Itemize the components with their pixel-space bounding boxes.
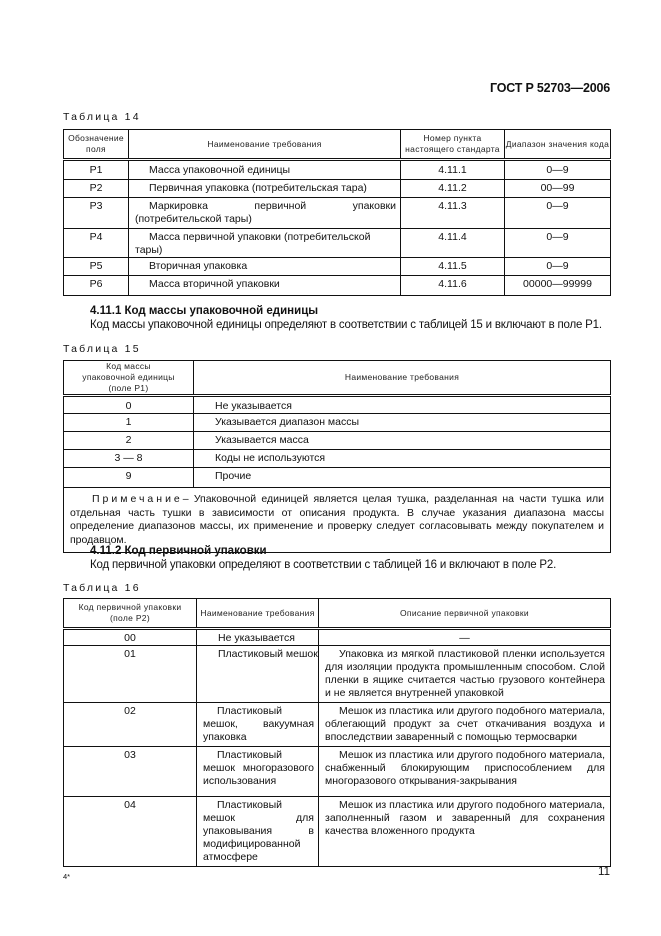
name-cell: Вторичная упаковка bbox=[129, 258, 401, 276]
table-15 bbox=[63, 360, 611, 553]
description-cell: — bbox=[319, 629, 611, 646]
note-text: – Упаковочной единицей является целая тушка, разделанная на части тушка или отдельная часть тушки в зависимости от описания продукта. В случае указания диапазона массы определение диапазонов массы, их применение и проверку следует согласовывать между покупателем и продавцом. bbox=[70, 493, 604, 546]
clause-cell: 4.11.3 bbox=[401, 198, 505, 229]
table-16-header-code: Код первичной упаковки (поле P2) bbox=[64, 599, 197, 629]
table-15-header-name: Наименование требования bbox=[194, 361, 611, 396]
code-cell: 1 bbox=[64, 414, 194, 432]
table-note-row bbox=[64, 488, 611, 553]
table-row bbox=[64, 797, 611, 867]
code-cell: 0 bbox=[64, 396, 194, 414]
page-number: 11 bbox=[598, 866, 610, 878]
clause-cell: 4.11.4 bbox=[401, 229, 505, 258]
field-cell: P3 bbox=[64, 198, 129, 229]
table-row bbox=[64, 646, 611, 703]
table-row bbox=[64, 276, 611, 296]
note-label: Примечание bbox=[92, 493, 183, 505]
section-4-11-1-heading: 4.11.1 Код массы упаковочной единицы bbox=[90, 305, 319, 317]
table-15-header-code: Код массы упаковочной единицы (поле P1) bbox=[64, 361, 194, 396]
field-cell: P5 bbox=[64, 258, 129, 276]
standard-id: ГОСТ Р 52703—2006 bbox=[490, 81, 610, 95]
code-cell: 3 — 8 bbox=[64, 450, 194, 468]
name-cell: Не указывается bbox=[194, 396, 611, 414]
table-14-header-clause: Номер пункта настоящего стандарта bbox=[401, 130, 505, 160]
table-row bbox=[64, 396, 611, 414]
table-row bbox=[64, 432, 611, 450]
name-cell: Пластиковый мешок bbox=[197, 646, 319, 703]
table-14-caption: Таблица 14 bbox=[63, 111, 141, 123]
name-cell: Масса упаковочной единицы bbox=[129, 160, 401, 180]
table-row bbox=[64, 198, 611, 229]
table-row bbox=[64, 450, 611, 468]
field-cell: P6 bbox=[64, 276, 129, 296]
name-cell: Не указывается bbox=[197, 629, 319, 646]
range-cell: 00—99 bbox=[505, 180, 611, 198]
section-4-11-2-text: Код первичной упаковки определяют в соответствии с таблицей 16 и включают в поле P2. bbox=[90, 559, 557, 571]
table-row bbox=[64, 258, 611, 276]
name-cell: Коды не используются bbox=[194, 450, 611, 468]
code-cell: 03 bbox=[64, 747, 197, 797]
code-cell: 9 bbox=[64, 468, 194, 488]
range-cell: 0—9 bbox=[505, 229, 611, 258]
table-14-header-name: Наименование требования bbox=[129, 130, 401, 160]
table-row bbox=[64, 229, 611, 258]
clause-cell: 4.11.1 bbox=[401, 160, 505, 180]
table-row bbox=[64, 180, 611, 198]
section-4-11-2-heading: 4.11.2 Код первичной упаковки bbox=[90, 545, 267, 557]
table-14-header-field: Обозначение поля bbox=[64, 130, 129, 160]
field-cell: P1 bbox=[64, 160, 129, 180]
section-4-11-1-text: Код массы упаковочной единицы определяют в соответствии с таблицей 15 и включают в поле P1. bbox=[90, 319, 602, 331]
name-cell: Прочие bbox=[194, 468, 611, 488]
clause-cell: 4.11.5 bbox=[401, 258, 505, 276]
signature-mark: 4* bbox=[63, 872, 71, 881]
table-row bbox=[64, 468, 611, 488]
clause-cell: 4.11.2 bbox=[401, 180, 505, 198]
name-cell: Пластиковый мешок, вакуумная упаковка bbox=[197, 703, 319, 747]
name-cell: Указывается диапазон массы bbox=[194, 414, 611, 432]
code-cell: 00 bbox=[64, 629, 197, 646]
description-cell: Мешок из пластика или другого подобного материала, облегающий продукт за счет откачивания воздуха и впоследствии заваренный с помощью термосварки bbox=[319, 703, 611, 747]
table-row bbox=[64, 747, 611, 797]
name-cell: Первичная упаковка (потребительская тара) bbox=[129, 180, 401, 198]
code-cell: 02 bbox=[64, 703, 197, 747]
name-cell: Маркировка первичной упаковки (потребительской тары) bbox=[129, 198, 401, 229]
table-row bbox=[64, 160, 611, 180]
description-cell: Мешок из пластика или другого подобного материала, заполненный газом и заваренный для сохранения качества вложенного продукта bbox=[319, 797, 611, 867]
table-16-header-description: Описание первичной упаковки bbox=[319, 599, 611, 629]
table-15-caption: Таблица 15 bbox=[63, 343, 141, 355]
table-row bbox=[64, 703, 611, 747]
name-cell: Масса первичной упаковки (потребительской тары) bbox=[129, 229, 401, 258]
table-row bbox=[64, 414, 611, 432]
table-14 bbox=[63, 129, 611, 296]
description-cell: Упаковка из мягкой пластиковой пленки используется для изоляции продукта промышленным способом. Слой пленки в ящике считается частью грузового контейнера и не является внутренней упаковкой bbox=[319, 646, 611, 703]
description-cell: Мешок из пластика или другого подобного материала, снабженный блокирующим приспособлением для многоразового открывания-закрывания bbox=[319, 747, 611, 797]
name-cell: Масса вторичной упаковки bbox=[129, 276, 401, 296]
table-15-note bbox=[64, 488, 611, 553]
table-14-header-range: Диапазон значения кода bbox=[505, 130, 611, 160]
field-cell: P4 bbox=[64, 229, 129, 258]
table-16-caption: Таблица 16 bbox=[63, 582, 141, 594]
code-cell: 2 bbox=[64, 432, 194, 450]
clause-cell: 4.11.6 bbox=[401, 276, 505, 296]
name-cell: Указывается масса bbox=[194, 432, 611, 450]
code-cell: 04 bbox=[64, 797, 197, 867]
field-cell: P2 bbox=[64, 180, 129, 198]
table-16-header-name: Наименование требования bbox=[197, 599, 319, 629]
range-cell: 0—9 bbox=[505, 160, 611, 180]
table-row bbox=[64, 629, 611, 646]
name-cell: Пластиковый мешок для упаковывания в модифицированной атмосфере bbox=[197, 797, 319, 867]
name-cell: Пластиковый мешок многоразового использования bbox=[197, 747, 319, 797]
range-cell: 00000—99999 bbox=[505, 276, 611, 296]
table-16 bbox=[63, 598, 611, 867]
range-cell: 0—9 bbox=[505, 258, 611, 276]
range-cell: 0—9 bbox=[505, 198, 611, 229]
code-cell: 01 bbox=[64, 646, 197, 703]
